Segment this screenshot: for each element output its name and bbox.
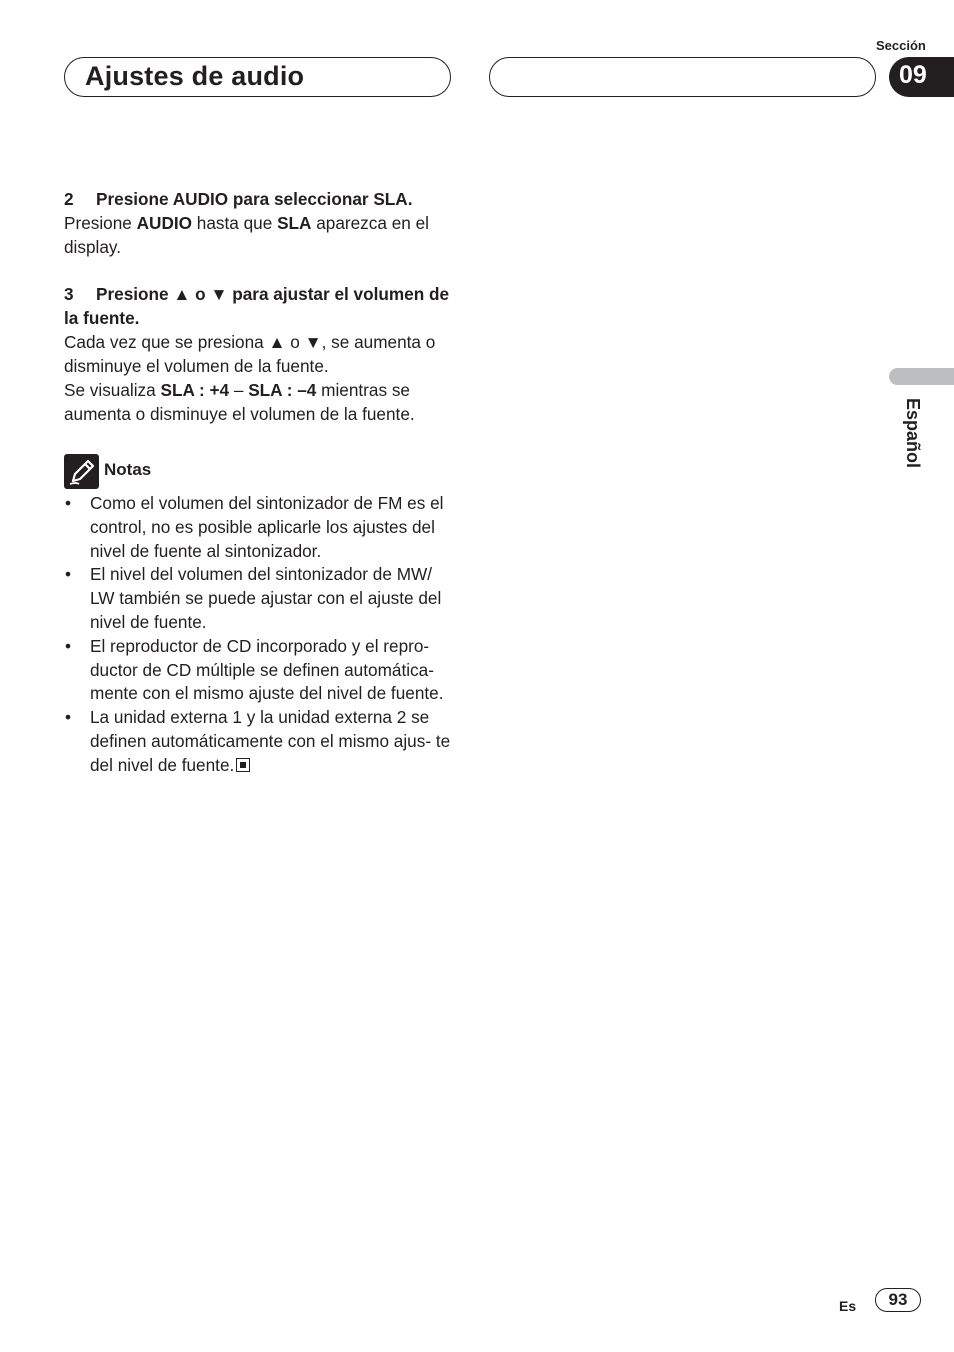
note-text: El nivel del volumen del sintonizador de MW/ LW también se puede ajustar con el ajuste del nivel de fuente.: [90, 564, 442, 632]
button-name-audio: AUDIO: [136, 213, 193, 233]
section-title-banner: [64, 57, 451, 97]
section-number: 09: [899, 61, 927, 89]
section-number-tab: [889, 57, 954, 97]
footer-language-code: Es: [839, 1298, 857, 1314]
step-3-title: [64, 282, 456, 330]
pencil-note-icon: [64, 454, 99, 489]
note-text: Como el volumen del sintonizador de FM es el control, no es posible aplicarle los ajustes del nivel de fuente al sintonizador.: [90, 493, 444, 561]
header-blank-banner: [489, 57, 876, 97]
bullet: •: [65, 707, 72, 728]
end-of-section-icon: [236, 758, 250, 772]
body-text: Se visualiza: [64, 380, 161, 400]
display-value-max: SLA : +4: [160, 380, 230, 400]
body-text: aparezca en el display.: [64, 213, 429, 257]
bullet: •: [65, 493, 72, 513]
notes-heading: Notas: [104, 460, 152, 479]
notes-list: [64, 492, 456, 778]
section-label: Sección: [876, 38, 926, 53]
language-label: Español: [903, 398, 923, 469]
step-title-text: Presione ▲ o ▼ para ajustar el volumen de la fuente.: [64, 284, 450, 328]
step-3: [64, 282, 456, 426]
note-text: La unidad externa 1 y la unidad externa 2 se definen automáticamente con el mismo ajus- te del nivel de fuente.: [90, 707, 451, 775]
body-text: hasta que: [192, 213, 278, 233]
body-text: mientras se aumenta o disminuye el volumen de la fuente.: [64, 380, 415, 424]
step-2-title: [64, 187, 456, 211]
step-3-display-range: [64, 378, 456, 426]
note-text: El reproductor de CD incorporado y el repro- ductor de CD múltiple se definen automática- mente con el mismo ajuste del nivel de fuente.: [90, 635, 444, 704]
step-3-body: Cada vez que se presiona ▲ o ▼, se aumenta o disminuye el volumen de la fuente.: [64, 332, 436, 376]
page-title: Ajustes de audio: [85, 61, 305, 91]
list-item: [64, 492, 456, 563]
step-number: 3: [64, 284, 74, 304]
body-text: –: [229, 380, 249, 400]
language-tab-marker: [889, 368, 954, 385]
display-term-sla: SLA: [277, 213, 312, 233]
step-2: [64, 187, 456, 259]
step-number: 2: [64, 189, 74, 209]
page-number: 93: [875, 1288, 921, 1312]
display-value-min: SLA : –4: [248, 380, 317, 400]
body-text: Presione: [64, 213, 137, 233]
language-tab: [893, 398, 933, 488]
list-item: [64, 563, 456, 634]
step-2-body: [64, 211, 456, 259]
list-item: [64, 706, 456, 777]
list-item: [64, 635, 456, 706]
bullet: •: [65, 564, 72, 585]
step-title-text: Presione AUDIO para seleccionar SLA.: [96, 189, 413, 209]
bullet: •: [65, 635, 72, 656]
